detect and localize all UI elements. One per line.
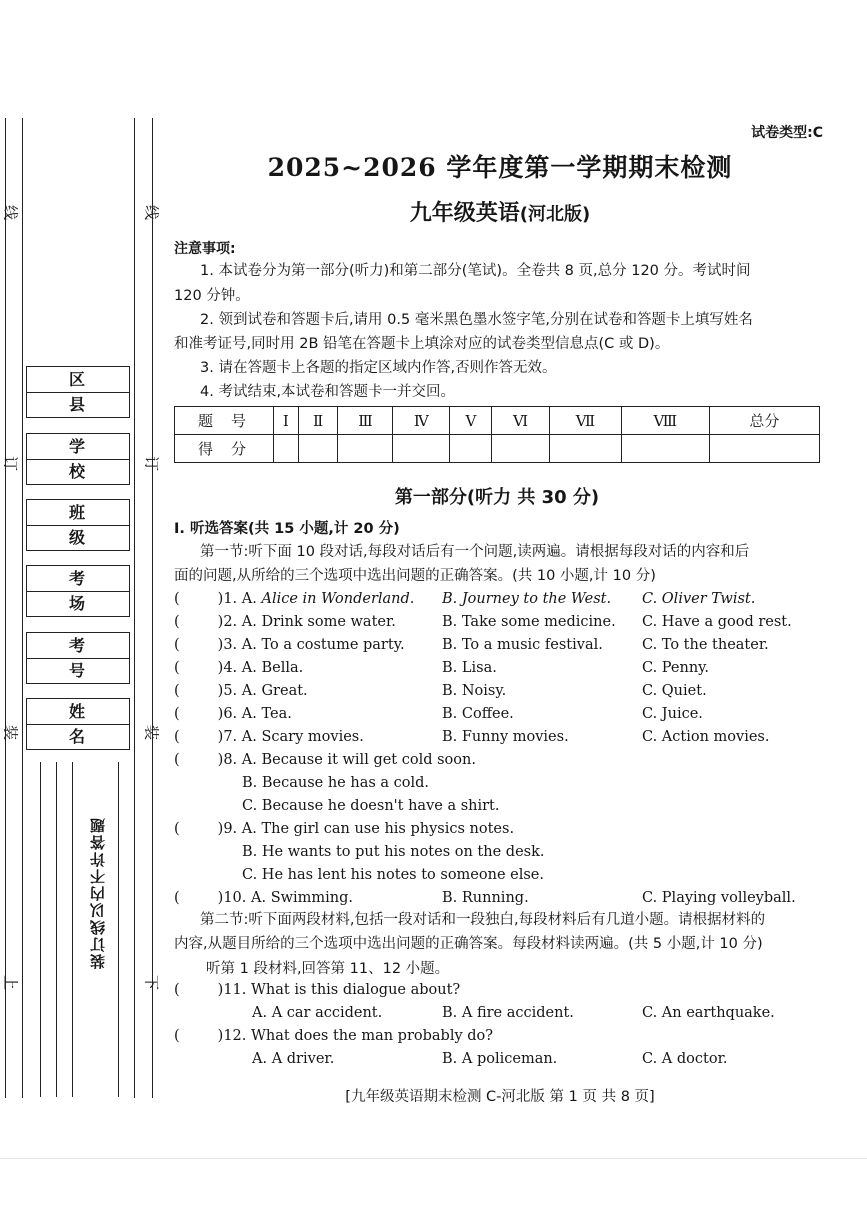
option-c: C. An earthquake. [642,1005,775,1021]
question-item [174,589,414,609]
question-stem: )12. What does the man probably do? [217,1028,494,1044]
option-b: B. Funny movies. [442,729,569,745]
answer-paren[interactable]: ( [174,660,180,676]
binding-mark: 装 [1,724,20,740]
binding-line [5,118,6,1098]
option-c: C. Penny. [642,660,710,676]
binding-mark: 上 [1,974,20,990]
option-a: Great. [261,683,308,699]
option-b: B. A policeman. [442,1051,558,1067]
question-item [174,704,292,724]
question-number: )1. A. [217,591,257,607]
answer-paren[interactable]: ( [174,683,180,699]
option-b: B. Journey to the West. [442,591,612,607]
score-cell[interactable] [450,435,492,463]
binding-mark: 线 [142,204,161,220]
score-table-col: Ⅲ [338,407,393,435]
part-title: 第一部分(听力 共 30 分) [394,487,600,508]
answer-paren[interactable]: ( [174,614,180,630]
note-line: 4. 考试结束,本试卷和答题卡一并交回。 [200,384,456,400]
answer-paren[interactable]: ( [174,752,180,768]
score-table [174,406,820,463]
exam-title: 2025~2026 学年度第一学期期末检测 [267,153,733,182]
field-label: 区县 [27,367,129,393]
option-c: C. Playing volleyball. [642,890,796,906]
subtitle-edition: (河北版) [519,204,591,225]
option-a: To a costume party. [261,637,405,653]
answer-paren[interactable]: ( [174,1028,180,1044]
score-table-header-row [175,407,820,435]
field-label: 姓名 [27,699,129,725]
section-intro: 面的问题,从所给的三个选项中选出问题的正确答案。(共 10 小题,计 10 分) [174,568,656,584]
question-stem: )11. What is this dialogue about? [217,982,461,998]
option-a: )8. A. Because it will get cold soon. [217,752,476,768]
option-b: B. Lisa. [442,660,497,676]
answer-paren[interactable]: ( [174,982,180,998]
note-line: 3. 请在答题卡上各题的指定区域内作答,否则作答无效。 [200,360,557,376]
option-c: C. Juice. [642,706,703,722]
option-b: B. A fire accident. [442,1005,574,1021]
field-label: 班级 [27,500,129,526]
answer-paren[interactable]: ( [174,890,180,906]
option-c: C. Oliver Twist. [642,591,756,607]
binding-line [22,118,23,1098]
option-b: B. Noisy. [442,683,507,699]
option-a: A. A driver. [252,1051,335,1067]
score-cell[interactable] [274,435,299,463]
subtitle-main: 九年级英语 [409,201,520,226]
answer-paren[interactable]: ( [174,591,180,607]
option-a: Bella. [261,660,304,676]
option-c: C. He has lent his notes to someone else. [242,867,544,883]
option-c: C. A doctor. [642,1051,728,1067]
score-table-col: Ⅴ [450,407,492,435]
section-intro: 第二节:听下面两段材料,包括一段对话和一段独白,每段材料后有几道小题。请根据材料的 [200,912,766,928]
binding-mark: 装 [142,724,161,740]
score-table-col: Ⅷ [622,407,710,435]
binding-mark: 下 [142,974,161,990]
question-number: )6. A. [217,706,257,722]
question-item [174,750,476,770]
option-b: B. He wants to put his notes on the desk. [242,844,545,860]
score-table-col: Ⅳ [393,407,450,435]
option-a: A. A car accident. [252,1005,383,1021]
score-cell[interactable] [709,435,819,463]
option-b: B. Because he has a cold. [242,775,430,791]
question-item [174,980,460,1000]
binding-line [152,118,153,1098]
question-number: )5. A. [217,683,257,699]
option-c: C. Quiet. [642,683,707,699]
paper-type: 试卷类型:C [751,125,823,141]
score-table-col: 总分 [709,407,819,435]
score-table-label: 得分 [175,435,274,463]
field-label: 学校 [27,434,129,460]
binding-mark: 订 [1,455,20,471]
field-label: 考号 [27,633,129,659]
score-cell[interactable] [298,435,338,463]
answer-paren[interactable]: ( [174,821,180,837]
answer-paren[interactable]: ( [174,637,180,653]
option-c: C. Have a good rest. [642,614,792,630]
note-line: 1. 本试卷分为第一部分(听力)和第二部分(笔试)。全卷共 8 页,总分 120 分。考试时间 [200,263,751,279]
field-class[interactable] [26,499,130,551]
section-intro: 内容,从题目所给的三个选项中选出问题的正确答案。每段材料读两遍。(共 5 小题,计 10 分) [174,936,763,952]
option-a: Alice in Wonderland. [261,591,415,607]
note-line: 2. 领到试卷和答题卡后,请用 0.5 毫米黑色墨水签字笔,分别在试卷和答题卡上填写姓名 [200,312,753,328]
exam-subtitle [220,196,780,227]
score-cell[interactable] [338,435,393,463]
score-table-col: Ⅰ [274,407,299,435]
question-number: )3. A. [217,637,257,653]
score-cell[interactable] [492,435,549,463]
section-title: Ⅰ. 听选答案(共 15 小题,计 20 分) [174,521,400,537]
note-line: 和准考证号,同时用 2B 铅笔在答题卡上填涂对应的试卷类型信息点(C 或 D)。 [174,336,670,352]
question-item [174,635,405,655]
question-item [174,681,308,701]
option-a: )10. A. Swimming. [217,890,354,906]
score-cell[interactable] [393,435,450,463]
option-b: B. Take some medicine. [442,614,616,630]
field-school[interactable] [26,433,130,485]
question-item [174,888,353,908]
binding-mark: 线 [1,204,20,220]
question-item [174,1026,493,1046]
option-c: C. Action movies. [642,729,770,745]
question-item [174,727,364,747]
option-a: Scary movies. [261,729,364,745]
score-table-score-row [175,435,820,463]
option-b: B. To a music festival. [442,637,603,653]
question-item [174,819,514,839]
option-c: C. To the theater. [642,637,769,653]
binding-line [134,118,135,1098]
question-number: )4. A. [217,660,257,676]
answer-paren[interactable]: ( [174,706,180,722]
page-edge [0,1158,867,1159]
option-c: C. Because he doesn't have a shirt. [242,798,500,814]
question-number: )7. A. [217,729,257,745]
option-b: B. Running. [442,890,529,906]
field-name[interactable] [26,698,130,750]
field-district[interactable] [26,366,130,418]
option-a: Tea. [261,706,292,722]
question-item [174,612,396,632]
page-footer: [九年级英语期末检测 C-河北版 第 1 页 共 8 页] [345,1089,655,1105]
score-table-col: Ⅱ [298,407,338,435]
score-cell[interactable] [549,435,621,463]
option-a: Drink some water. [261,614,396,630]
answer-paren[interactable]: ( [174,729,180,745]
field-exam-number[interactable] [26,632,130,684]
binding-mark: 订 [142,455,161,471]
notes-heading: 注意事项: [174,241,236,257]
score-cell[interactable] [622,435,710,463]
section-intro: 第一节:听下面 10 段对话,每段对话后有一个问题,读两遍。请根据每段对话的内容和后 [200,544,750,560]
material-intro: 听第 1 段材料,回答第 11、12 小题。 [206,961,450,977]
score-table-label: 题号 [175,407,274,435]
score-table-col: Ⅵ [492,407,549,435]
note-line: 120 分钟。 [174,288,250,304]
option-b: B. Coffee. [442,706,514,722]
score-table-col: Ⅶ [549,407,621,435]
field-exam-room[interactable] [26,565,130,617]
option-a: )9. A. The girl can use his physics notes. [217,821,515,837]
field-label: 考场 [27,566,129,592]
question-item [174,658,303,678]
question-number: )2. A. [217,614,257,630]
binding-warning: 装订线以内不许答题 [89,816,107,969]
